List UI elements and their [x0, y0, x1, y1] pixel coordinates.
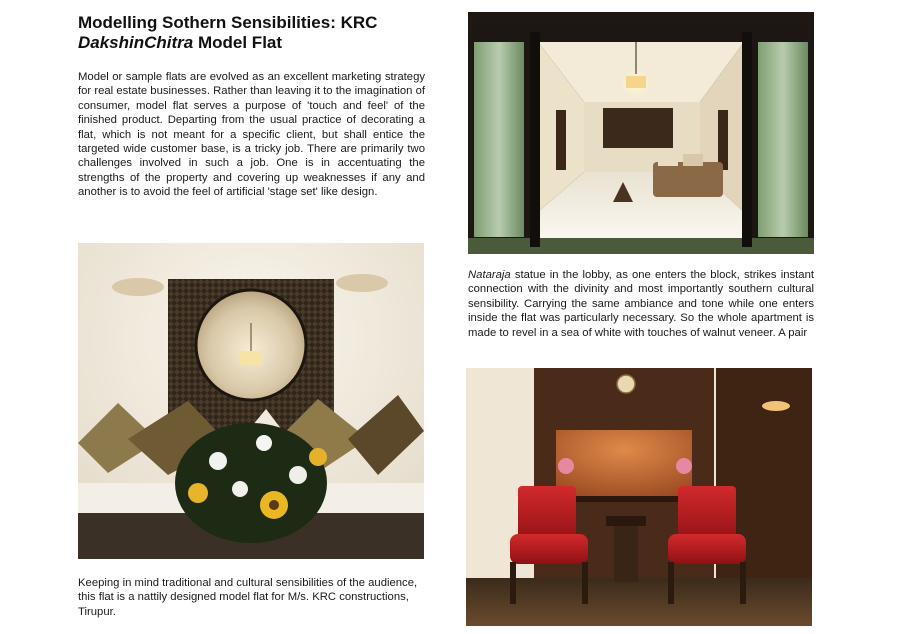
lobby-paragraph — [468, 268, 814, 340]
closing-paragraph: Keeping in mind traditional and cultural sensibilities of the audience, this flat is a nattily designed model flat for M/s. KRC constructions, Tirupur. — [78, 577, 418, 618]
red-chairs-photo — [466, 368, 812, 626]
title-line-2 — [78, 33, 438, 53]
mirror-wall-photo — [78, 243, 424, 559]
title-italic-name: DakshinChitra — [78, 33, 194, 52]
title-line-1: Modelling Sothern Sensibilities: KRC — [78, 13, 378, 32]
title-line-2-rest: Model Flat — [193, 33, 283, 52]
lobby-paragraph-text: statue in the lobby, as one enters the block, strikes instant connection with the divinity and most importantly southern cultural sensibility. Carrying the same ambiance and tone while one enters inside the flat was particularly necessary. So the whole apartment is made to revel in a sea of white with touches of walnut veneer. A pair — [468, 269, 814, 339]
lobby-view-photo — [468, 12, 814, 254]
intro-paragraph: Model or sample flats are evolved as an excellent marketing strategy for real estate businesses. Rather than leaving it to the imagination of consumer, model flat serves a purpose of 'touch and feel' of the finished product. Departing from the usual practice of decorating a flat, which is not meant for a specific client, but shall entice the targeted wide customer base, is a tricky job. There are primarily two challenges involved in such a job. One is in accentuating the strengths of the property and covering up weaknesses if any and another is to avoid the feel of artificial 'stage set' like design. — [78, 71, 425, 199]
article-title — [78, 13, 438, 53]
nataraja-italic: Nataraja — [468, 269, 511, 281]
